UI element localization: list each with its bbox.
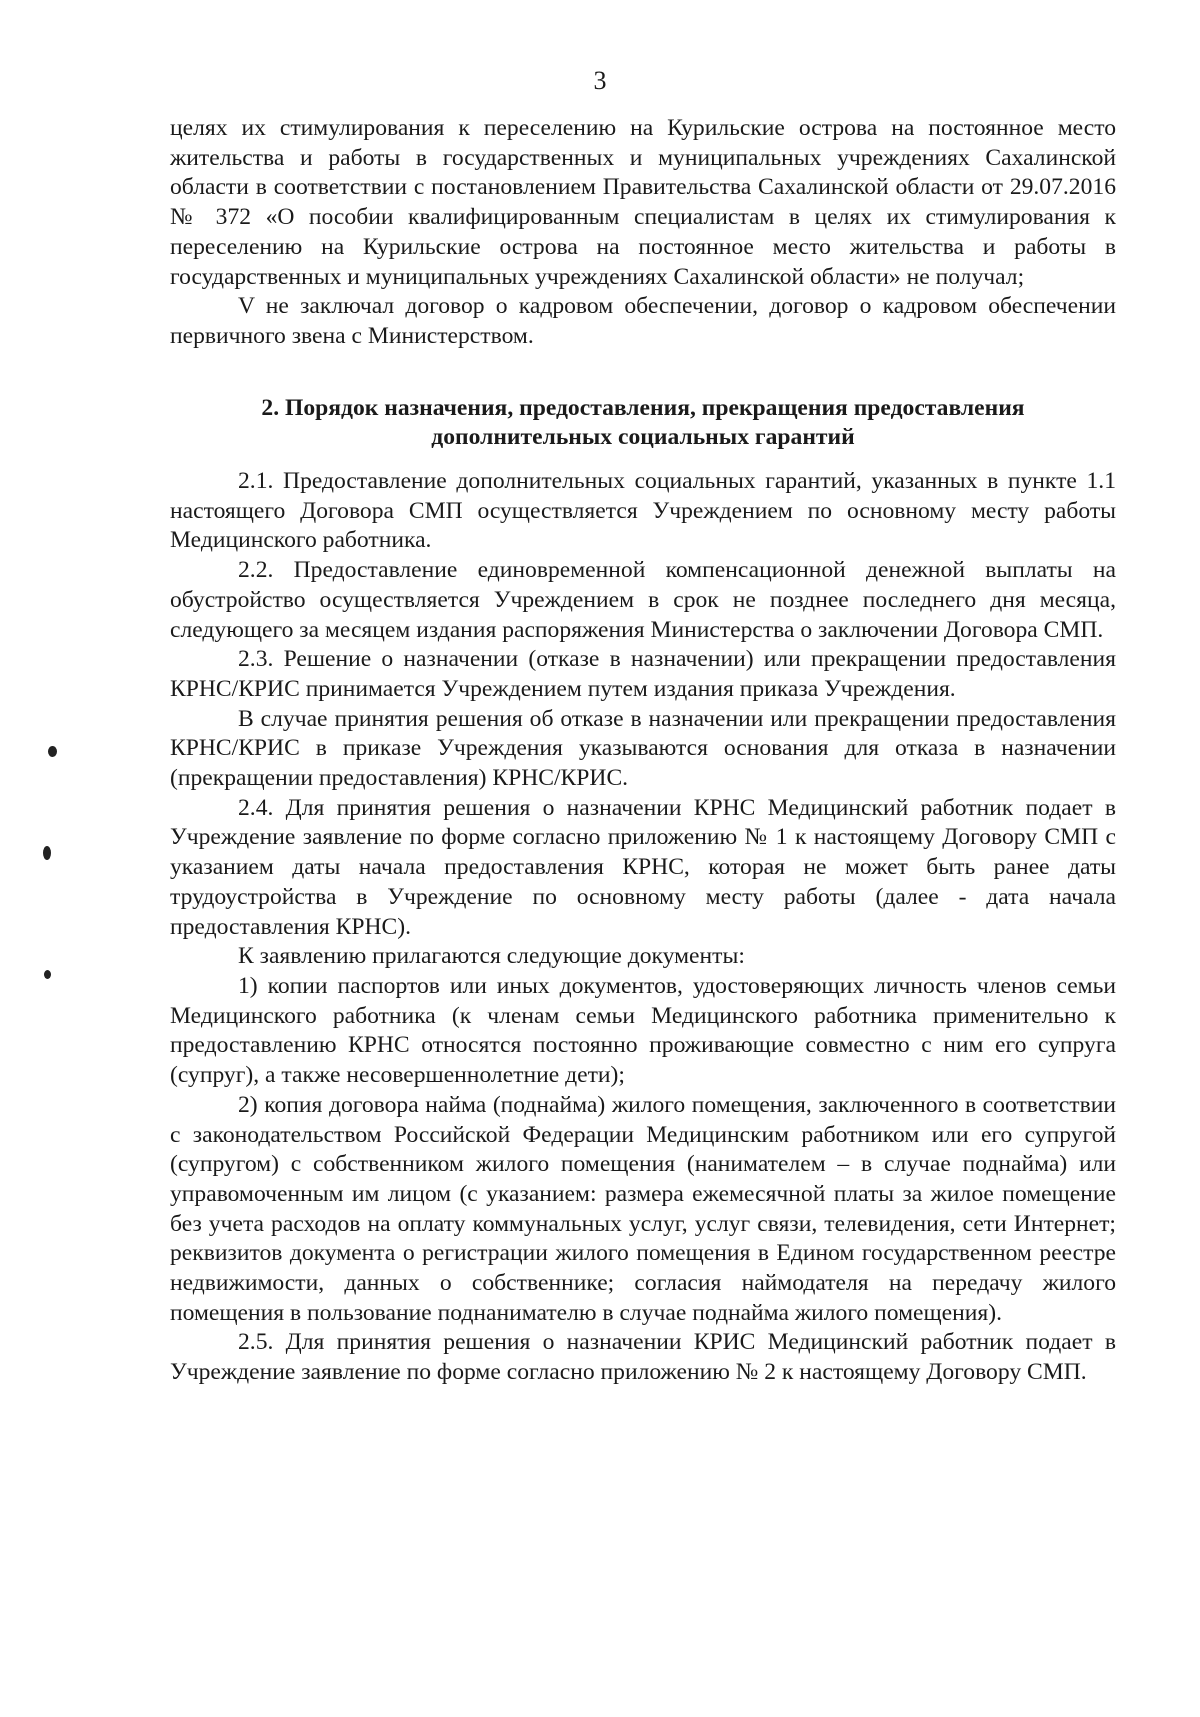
intro-paragraph-contract: V не заключал договор о кадровом обеспечении, договор о кадровом обеспечении первичного звена с Министерством.: [170, 293, 1116, 349]
scan-speck: [43, 846, 51, 860]
clause-2-5: 2.5. Для принятия решения о назначении КРИС Медицинский работник подает в Учреждение заявление по форме согласно приложению № 2 к настоящему Договору СМП.: [170, 1329, 1116, 1386]
clause-2-4-documents-intro: К заявлению прилагаются следующие документы:: [238, 943, 745, 970]
page-number: 3: [593, 66, 607, 95]
clause-2-2: 2.2. Предоставление единовременной компенсационной денежной выплаты на обустройство осуществляется Учреждением в срок не позднее последнего дня месяца, следующего за месяцем издания распоряжения Министерства о заключении Договора СМП.: [170, 557, 1116, 643]
clause-2-4: 2.4. Для принятия решения о назначении КРНС Медицинский работник подает в Учреждение заявление по форме согласно приложению № 1 к настоящему Договору СМП с указанием даты начала предоставления КРНС, которая не может быть ранее даты трудоустройства в Учреждение по основному месту работы (далее - дата начала предоставления КРНС).: [170, 794, 1116, 940]
document-body: [170, 114, 1116, 1388]
section-2-heading: 2. Порядок назначения, предоставления, прекращения предоставления дополнительных социальных гарантий: [261, 394, 1025, 451]
clause-2-4-item-1: 1) копии паспортов или иных документов, удостоверяющих личность членов семьи Медицинского работника (к членам семьи Медицинского работника применительно к предоставлению КРНС относятся постоянно проживающие совместно с ним его супруга (супруг), а также несовершеннолетние дети);: [170, 972, 1116, 1089]
scan-speck: [48, 746, 57, 757]
scan-speck: [44, 970, 51, 979]
clause-2-1: 2.1. Предоставление дополнительных социальных гарантий, указанных в пункте 1.1 настоящего Договора СМП осуществляется Учреждением по основному месту работы Медицинского работника.: [170, 468, 1116, 554]
clause-2-3-refusal: В случае принятия решения об отказе в назначении или прекращении предоставления КРНС/КРИС в приказе Учреждения указываются основания для отказа в назначении (прекращении предоставления) КРНС/КРИС.: [170, 705, 1116, 792]
clause-2-4-item-2: 2) копия договора найма (поднайма) жилого помещения, заключенного в соответствии с законодательством Российской Федерации Медицинским работником или его супругой (супругом) с собственником жилого помещения (нанимателем – в случае поднайма) или управомоченным им лицом (с указанием: размера ежемесячной платы за жилое помещение без учета расходов на оплату коммунальных услуг, услуг связи, телевидения, сети Интернет; реквизитов документа о регистрации жилого помещения в Едином государственном реестре недвижимости, данных о собственнике; согласия наймодателя на передачу жилого помещения в пользование поднанимателю в случае поднайма жилого помещения).: [170, 1091, 1116, 1326]
intro-paragraph-continued: целях их стимулирования к переселению на Курильские острова на постоянное место жительства и работы в государственных и муниципальных учреждениях Сахалинской области в соответствии с постановлением Правительства Сахалинской области от 29.07.2016 № 372 «О пособии квалифицированным специалистам в целях их стимулирования к переселению на Курильские острова на постоянное место жительства и работы в государственных и муниципальных учреждениях Сахалинской области» не получал;: [170, 115, 1116, 290]
clause-2-3: 2.3. Решение о назначении (отказе в назначении) или прекращении предоставления КРНС/КРИС принимается Учреждением путем издания приказа Учреждения.: [170, 646, 1116, 702]
